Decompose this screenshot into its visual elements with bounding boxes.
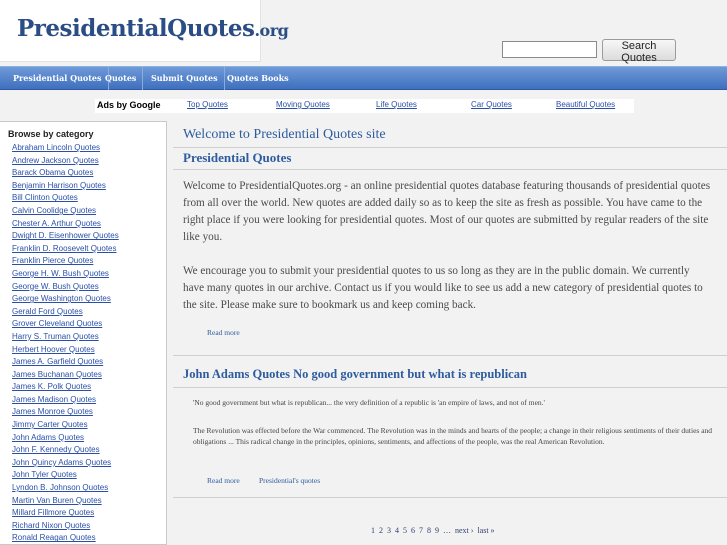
sidebar-category-link[interactable]: George W. Bush Quotes xyxy=(12,281,99,291)
sidebar-category-link[interactable]: Bill Clinton Quotes xyxy=(12,193,78,203)
article-title[interactable]: John Adams Quotes No good government but what is republican xyxy=(183,367,527,381)
sidebar-category-link[interactable]: Calvin Coolidge Quotes xyxy=(12,205,97,215)
ad-link-beautiful-quotes[interactable]: Beautiful Quotes xyxy=(556,100,616,109)
sidebar-category-link[interactable]: James K. Polk Quotes xyxy=(12,382,92,392)
sidebar-category-link[interactable]: Harry S. Truman Quotes xyxy=(12,331,99,341)
sidebar-category-link[interactable]: James A. Garfield Quotes xyxy=(12,357,104,367)
sidebar-category-link[interactable]: Millard Fillmore Quotes xyxy=(12,508,95,518)
sidebar-category-link[interactable]: James Monroe Quotes xyxy=(12,407,93,417)
article-title[interactable]: Presidential Quotes xyxy=(183,150,292,165)
read-more-link[interactable]: Read more xyxy=(207,328,240,337)
page-link[interactable]: 1 xyxy=(371,526,375,535)
search-input[interactable] xyxy=(502,41,597,58)
logo-text: PresidentialQuotes.org xyxy=(17,15,289,42)
sidebar-category-link[interactable]: Jimmy Carter Quotes xyxy=(12,420,88,430)
page-link[interactable]: last » xyxy=(477,526,495,535)
sidebar-category-link[interactable]: George H. W. Bush Quotes xyxy=(12,268,109,278)
page-link[interactable]: 7 xyxy=(419,526,423,535)
sidebar-title: Browse by category xyxy=(8,129,94,139)
sidebar-category-link[interactable]: James Madison Quotes xyxy=(12,394,97,404)
sidebar-category-link[interactable]: Ronald Reagan Quotes xyxy=(12,533,96,543)
sidebar-category-link[interactable]: John Tyler Quotes xyxy=(12,470,77,480)
page-link[interactable]: 9 xyxy=(435,526,439,535)
main-content xyxy=(173,121,727,545)
welcome-title: Welcome to Presidential Quotes site xyxy=(183,127,386,142)
search-button[interactable]: Search Quotes xyxy=(602,39,676,61)
sidebar-category-link[interactable]: Martin Van Buren Quotes xyxy=(12,495,102,505)
sidebar-category-link[interactable]: John Adams Quotes xyxy=(12,432,85,442)
sidebar-category-link[interactable]: Richard Nixon Quotes xyxy=(12,520,91,530)
sidebar-category-link[interactable]: John Quincy Adams Quotes xyxy=(12,457,112,467)
page-link[interactable]: 4 xyxy=(395,526,399,535)
nav-quotes[interactable]: Quotes xyxy=(99,67,143,90)
sidebar-category-link[interactable]: Franklin D. Roosevelt Quotes xyxy=(12,243,117,253)
article-submit-text: We encourage you to submit your presidential quotes to us so long as they are in the public domain. We currently have many quotes in our archive. Contact us if you would like to see us add a new category of presidential quotes to the site. Please make sure to bookmark us and keep coming back. xyxy=(183,265,703,311)
sidebar-category-link[interactable]: Barack Obama Quotes xyxy=(12,168,94,178)
page-link[interactable]: 8 xyxy=(427,526,431,535)
sidebar-category-link[interactable]: Dwight D. Eisenhower Quotes xyxy=(12,231,119,241)
sidebar-category-link[interactable]: Franklin Pierce Quotes xyxy=(12,256,94,266)
ad-link-moving-quotes[interactable]: Moving Quotes xyxy=(276,100,330,109)
divider xyxy=(173,497,727,498)
page-link[interactable]: 3 xyxy=(387,526,391,535)
divider xyxy=(173,169,727,170)
category-link[interactable]: Presidential's quotes xyxy=(259,476,321,485)
nav-submit-quotes[interactable]: Submit Quotes xyxy=(145,67,225,90)
divider xyxy=(173,147,727,148)
sidebar-category-link[interactable]: Andrew Jackson Quotes xyxy=(12,155,99,165)
ad-link-car-quotes[interactable]: Car Quotes xyxy=(471,100,512,109)
nav-quotes-books[interactable]: Quotes Books xyxy=(227,73,289,83)
article-intro-text: Welcome to PresidentialQuotes.org - an online presidential quotes database featuring thousands of presidential quotes from all over the world. New quotes are added daily so as to keep the site as fresh as possible. You have came to the right place if you were looking for presidential quotes. Most of our quotes are submitted by regular readers of the site like you. xyxy=(183,180,711,243)
page-link[interactable]: next › xyxy=(455,526,474,535)
sidebar-category-link[interactable]: Chester A. Arthur Quotes xyxy=(12,218,101,228)
sidebar-category-link[interactable]: Lyndon B. Johnson Quotes xyxy=(12,483,109,493)
sidebar-category-link[interactable]: Gerald Ford Quotes xyxy=(12,306,83,316)
page-link[interactable]: 2 xyxy=(379,526,383,535)
page-link[interactable]: 5 xyxy=(403,526,407,535)
sidebar-category-link[interactable]: Grover Cleveland Quotes xyxy=(12,319,103,329)
sidebar-category-link[interactable]: James Buchanan Quotes xyxy=(12,369,102,379)
divider xyxy=(173,387,727,388)
sidebar-category-link[interactable]: Benjamin Harrison Quotes xyxy=(12,180,106,190)
nav-presidential-quotes[interactable]: Presidential Quotes xyxy=(7,67,109,90)
page-link: … xyxy=(443,526,451,535)
category-sidebar xyxy=(0,121,167,545)
main-nav xyxy=(0,66,727,90)
sidebar-category-link[interactable]: Abraham Lincoln Quotes xyxy=(12,143,101,152)
ad-link-bar xyxy=(95,99,634,113)
quote-text: 'No good government but what is republican... the very definition of a republic is 'an empire of laws, and not of men.' xyxy=(193,398,545,407)
divider xyxy=(173,355,727,356)
page-link[interactable]: 6 xyxy=(411,526,415,535)
pagination xyxy=(371,526,499,535)
sidebar-category-link[interactable]: George Washington Quotes xyxy=(12,294,111,304)
quote-text: The Revolution was effected before the War commenced. The Revolution was in the minds and hearts of the people; a change in their religious sentiments of their duties and obligations ... This radical change in the principles, opinions, sentiments, and affections of the people, was the real American Revolution. xyxy=(193,426,713,446)
sidebar-category-link[interactable]: Herbert Hoover Quotes xyxy=(12,344,95,354)
ad-link-top-quotes[interactable]: Top Quotes xyxy=(187,100,228,109)
sidebar-category-link[interactable]: John F. Kennedy Quotes xyxy=(12,445,100,455)
site-logo[interactable] xyxy=(0,0,289,62)
category-list xyxy=(12,142,119,545)
ads-label: Ads by Google xyxy=(97,100,161,110)
ad-link-life-quotes[interactable]: Life Quotes xyxy=(376,100,417,109)
read-more-link[interactable]: Read more xyxy=(207,476,240,485)
